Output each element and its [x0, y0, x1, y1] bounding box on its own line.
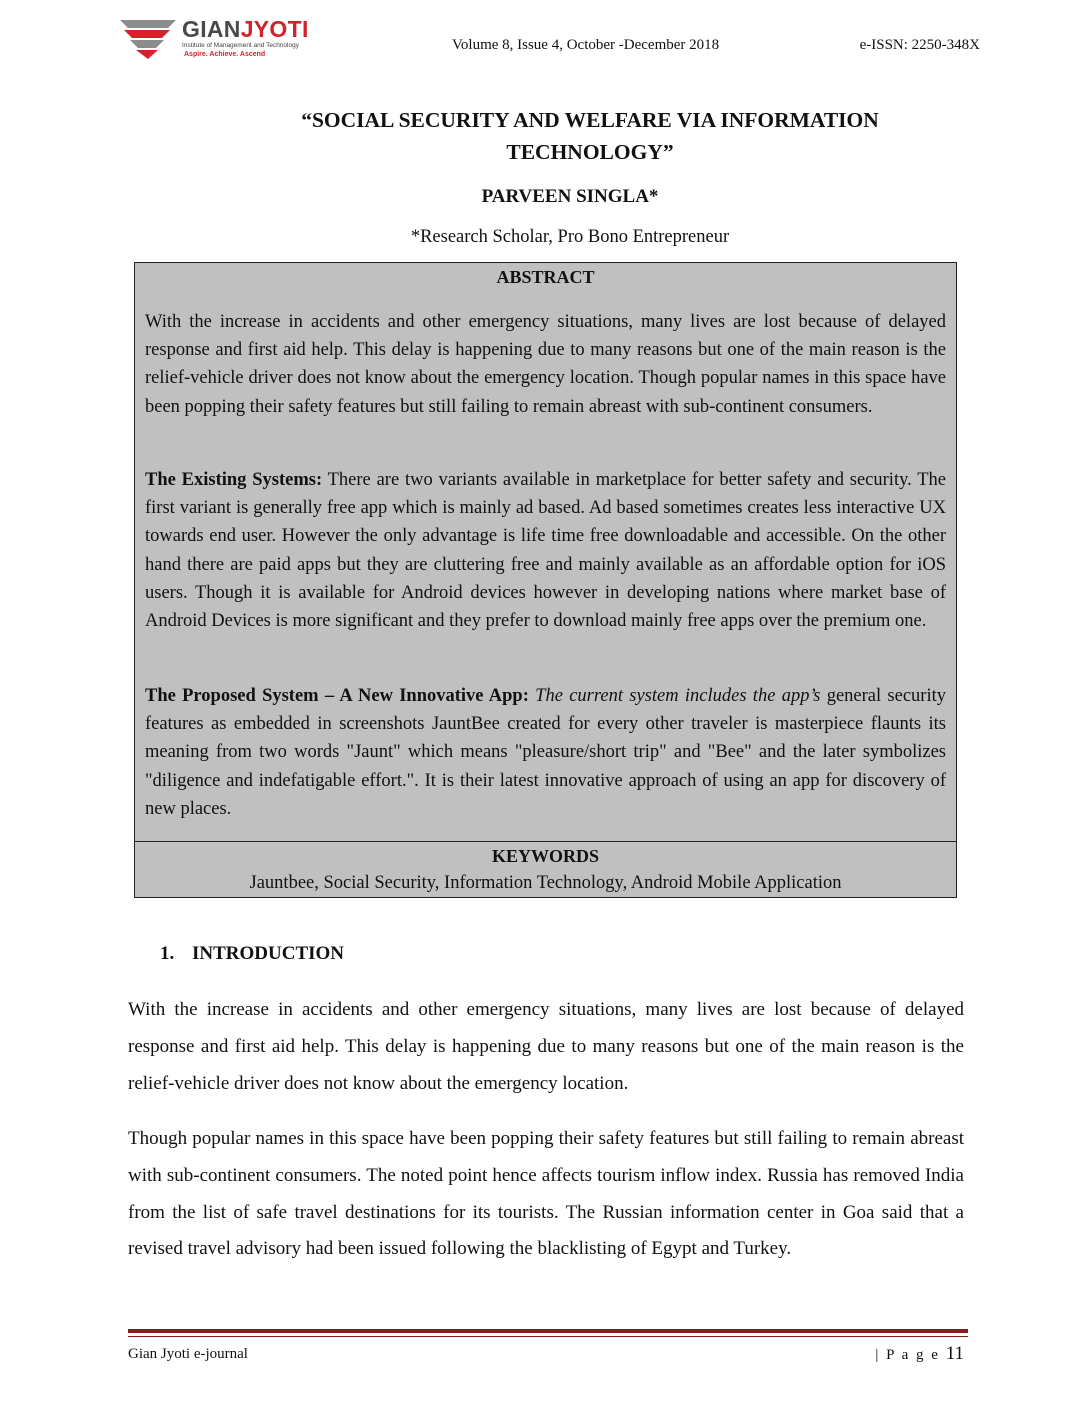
abstract-existing-systems: The Existing Systems: There are two variants available in marketplace for better safety and security. The first variant is generally free app which is mainly ad based. Ad based sometimes creates less interactive UX towards end user. However the only advantage is life time free downloadable and accessible. On the other hand there are paid apps but they are cluttering free and mainly available as an affordable option for iOS users. Though it is available for Android devices however in developing nations where market base of Android Devices is more significant and they prefer to download mainly free apps over the premium one.: [145, 470, 947, 632]
section-heading-introduction: 1. INTRODUCTION: [160, 943, 345, 964]
author-name: PARVEEN SINGLA*: [481, 186, 659, 207]
footer-journal-name: Gian Jyoti e-journal: [128, 1346, 248, 1362]
logo-tagline: Aspire. Achieve. Ascend: [184, 51, 266, 58]
paper-title: “SOCIAL SECURITY AND WELFARE VIA INFORMATION TECHNOLOGY”: [301, 108, 879, 164]
abstract-proposed-system: The Proposed System – A New Innovative App: The current system includes the app’s general security features as embedded in screenshots JauntBee created for every other traveler is masterpiece flaunts its meaning from two words "Jaunt" which means "pleasure/short trip" and "Bee" and the later symbolizes "diligence and indefatigable effort.". It is their latest innovative approach of using an app for discovery of new places.: [145, 686, 946, 819]
logo-subtitle: Institute of Management and Technology: [182, 42, 299, 49]
gianjyoti-logo: [118, 14, 333, 60]
logo-emblem-icon: [118, 14, 182, 60]
author-affiliation: *Research Scholar, Pro Bono Entrepreneur: [410, 227, 730, 247]
abstract-box: [134, 262, 957, 898]
abstract-heading: ABSTRACT: [496, 267, 595, 287]
logo-wordmark: GIANJYOTI: [182, 16, 309, 42]
footer-page-number: | P a g e 11: [875, 1343, 964, 1364]
keywords-heading: KEYWORDS: [491, 846, 599, 866]
issn: e-ISSN: 2250-348X: [859, 37, 980, 53]
footer-rule-thin: [128, 1336, 968, 1337]
keywords-list: Jauntbee, Social Security, Information Technology, Android Mobile Application: [249, 873, 842, 893]
volume-info: Volume 8, Issue 4, October -December 2018: [452, 37, 720, 53]
abstract-paragraph: With the increase in accidents and other emergency situations, many lives are lost because of delayed response and first aid help. This delay is happening due to many reasons but one of the main reason is the relief-vehicle driver does not know about the emergency location. Though popular names in this space have been popping their safety features but still failing to remain abreast with sub-continent consumers.: [145, 312, 946, 417]
footer-rule: [128, 1329, 968, 1333]
abstract-divider: [135, 841, 956, 842]
body-paragraph: With the increase in accidents and other emergency situations, many lives are lost because of delayed response and first aid help. This delay is happening due to many reasons but one of the main reason is the relief-vehicle driver does not know about the emergency location.: [128, 999, 964, 1094]
body-paragraph: Though popular names in this space have been popping their safety features but still failing to remain abreast with sub-continent consumers. The noted point hence affects tourism inflow index. Russia has removed India from the list of safe travel destinations for its tourists. The Russian information center in Goa said that a revised travel advisory had been issued following the blacklisting of Egypt and Turkey.: [128, 1128, 964, 1260]
